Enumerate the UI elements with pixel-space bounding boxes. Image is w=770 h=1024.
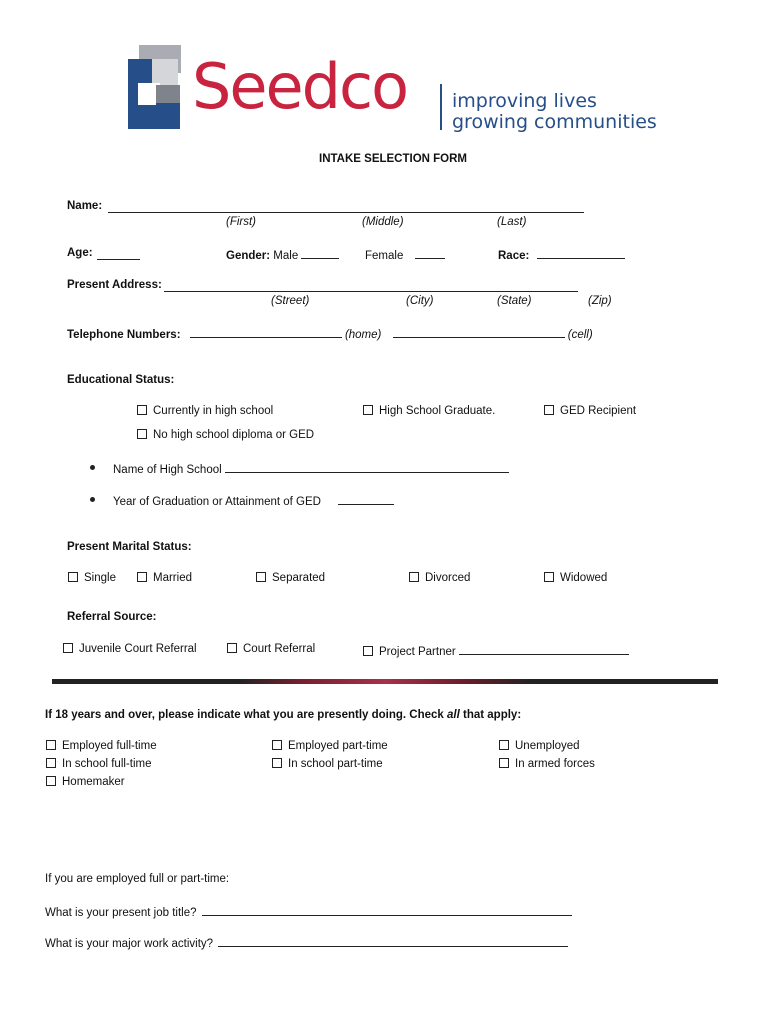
logo-wordmark: Seedco	[192, 50, 408, 123]
school-part-label: In school part-time	[288, 758, 383, 770]
employed-full-label: Employed full-time	[62, 740, 157, 752]
first-caption: (First)	[226, 216, 257, 228]
graduation-year-label: Year of Graduation or Attainment of GED	[113, 496, 321, 508]
checkbox[interactable]	[363, 646, 373, 656]
edu-no-diploma-option[interactable]	[137, 429, 314, 441]
logo-tagline-2: growing communities	[452, 111, 657, 133]
name-field[interactable]	[108, 201, 584, 213]
graduation-year-field[interactable]	[338, 493, 394, 505]
name-label: Name:	[67, 200, 103, 212]
cell-phone-field[interactable]	[393, 326, 565, 338]
checkbox[interactable]	[46, 776, 56, 786]
armed-forces-label: In armed forces	[515, 758, 595, 770]
edu-ged-option[interactable]	[544, 405, 636, 417]
married-label: Married	[153, 572, 192, 584]
referral-label: Referral Source:	[67, 611, 157, 623]
unemployed-label: Unemployed	[515, 740, 580, 752]
armed-forces-option[interactable]	[499, 758, 595, 770]
checkbox[interactable]	[499, 740, 509, 750]
edu-high-school-option[interactable]	[137, 405, 273, 417]
marital-separated-option[interactable]	[256, 572, 325, 584]
gender-label: Gender:	[226, 250, 271, 262]
marital-widowed-option[interactable]	[544, 572, 607, 584]
checkbox[interactable]	[227, 643, 237, 653]
city-caption: (City)	[406, 295, 434, 307]
edu-high-school-label: Currently in high school	[153, 405, 274, 417]
checkbox[interactable]	[46, 758, 56, 768]
activity-heading	[45, 709, 521, 721]
widowed-label: Widowed	[560, 572, 608, 584]
logo-mark-icon	[128, 45, 184, 129]
checkbox[interactable]	[137, 572, 147, 582]
bullet-icon	[90, 497, 95, 502]
divorced-label: Divorced	[425, 572, 471, 584]
employed-part-label: Employed part-time	[288, 740, 388, 752]
race-field[interactable]	[537, 247, 625, 259]
section-divider	[52, 679, 718, 684]
marital-married-option[interactable]	[137, 572, 192, 584]
checkbox[interactable]	[46, 740, 56, 750]
age-label: Age:	[67, 247, 93, 259]
marital-divorced-option[interactable]	[409, 572, 470, 584]
separated-label: Separated	[272, 572, 326, 584]
homemaker-label: Homemaker	[62, 776, 125, 788]
race-label: Race:	[498, 250, 530, 262]
school-full-option[interactable]	[46, 758, 151, 770]
bullet-icon	[90, 465, 95, 470]
edu-no-diploma-label: No high school diploma or GED	[153, 429, 315, 441]
edu-graduate-option[interactable]	[363, 405, 495, 417]
checkbox[interactable]	[409, 572, 419, 582]
single-label: Single	[84, 572, 116, 584]
checkbox[interactable]	[272, 758, 282, 768]
telephone-label: Telephone Numbers:	[67, 329, 181, 341]
work-activity-field[interactable]	[218, 935, 568, 947]
employment-intro: If you are employed full or part-time:	[45, 873, 230, 885]
partner-field[interactable]	[459, 643, 629, 655]
school-name-field[interactable]	[225, 461, 509, 473]
education-label: Educational Status:	[67, 374, 175, 386]
checkbox[interactable]	[137, 405, 147, 415]
address-field[interactable]	[164, 280, 578, 292]
address-label: Present Address:	[67, 279, 162, 291]
checkbox[interactable]	[544, 405, 554, 415]
school-part-option[interactable]	[272, 758, 383, 770]
employed-full-option[interactable]	[46, 740, 157, 752]
street-caption: (Street)	[271, 295, 310, 307]
male-label: Male	[273, 250, 299, 262]
home-caption: (home)	[344, 329, 382, 341]
logo-divider	[440, 84, 442, 130]
marital-label: Present Marital Status:	[67, 541, 192, 553]
checkbox[interactable]	[272, 740, 282, 750]
checkbox[interactable]	[137, 429, 147, 439]
age-field[interactable]	[97, 248, 140, 260]
partner-label: Project Partner	[379, 646, 456, 658]
logo-tagline-1: improving lives	[452, 90, 597, 112]
cell-caption: (cell)	[567, 329, 593, 341]
activity-heading-text: If 18 years and over, please indicate what you are presently doing. Check	[45, 709, 448, 721]
job-title-label: What is your present job title?	[45, 907, 197, 919]
last-caption: (Last)	[497, 216, 527, 228]
form-title: INTAKE SELECTION FORM	[319, 153, 468, 165]
middle-caption: (Middle)	[362, 216, 404, 228]
edu-graduate-label: High School Graduate.	[379, 405, 496, 417]
checkbox[interactable]	[256, 572, 266, 582]
male-field[interactable]	[301, 247, 339, 259]
marital-single-option[interactable]	[68, 572, 116, 584]
referral-juvenile-option[interactable]	[63, 643, 197, 655]
zip-caption: (Zip)	[588, 295, 612, 307]
court-label: Court Referral	[243, 643, 316, 655]
female-label: Female	[365, 250, 404, 262]
job-title-field[interactable]	[202, 904, 572, 916]
referral-court-option[interactable]	[227, 643, 315, 655]
unemployed-option[interactable]	[499, 740, 580, 752]
activity-heading-tail: that apply:	[459, 709, 522, 721]
state-caption: (State)	[497, 295, 532, 307]
activity-heading-emphasis: all	[447, 709, 460, 721]
school-name-label: Name of High School	[113, 464, 222, 476]
home-phone-field[interactable]	[190, 326, 342, 338]
juvenile-label: Juvenile Court Referral	[79, 643, 197, 655]
checkbox[interactable]	[63, 643, 73, 653]
school-full-label: In school full-time	[62, 758, 152, 770]
checkbox[interactable]	[68, 572, 78, 582]
homemaker-option[interactable]	[46, 776, 125, 788]
edu-ged-label: GED Recipient	[560, 405, 637, 417]
checkbox[interactable]	[499, 758, 509, 768]
checkbox[interactable]	[363, 405, 373, 415]
employed-part-option[interactable]	[272, 740, 388, 752]
female-field[interactable]	[415, 247, 445, 259]
checkbox[interactable]	[544, 572, 554, 582]
referral-partner-option[interactable]	[363, 643, 629, 658]
work-activity-label: What is your major work activity?	[45, 938, 214, 950]
